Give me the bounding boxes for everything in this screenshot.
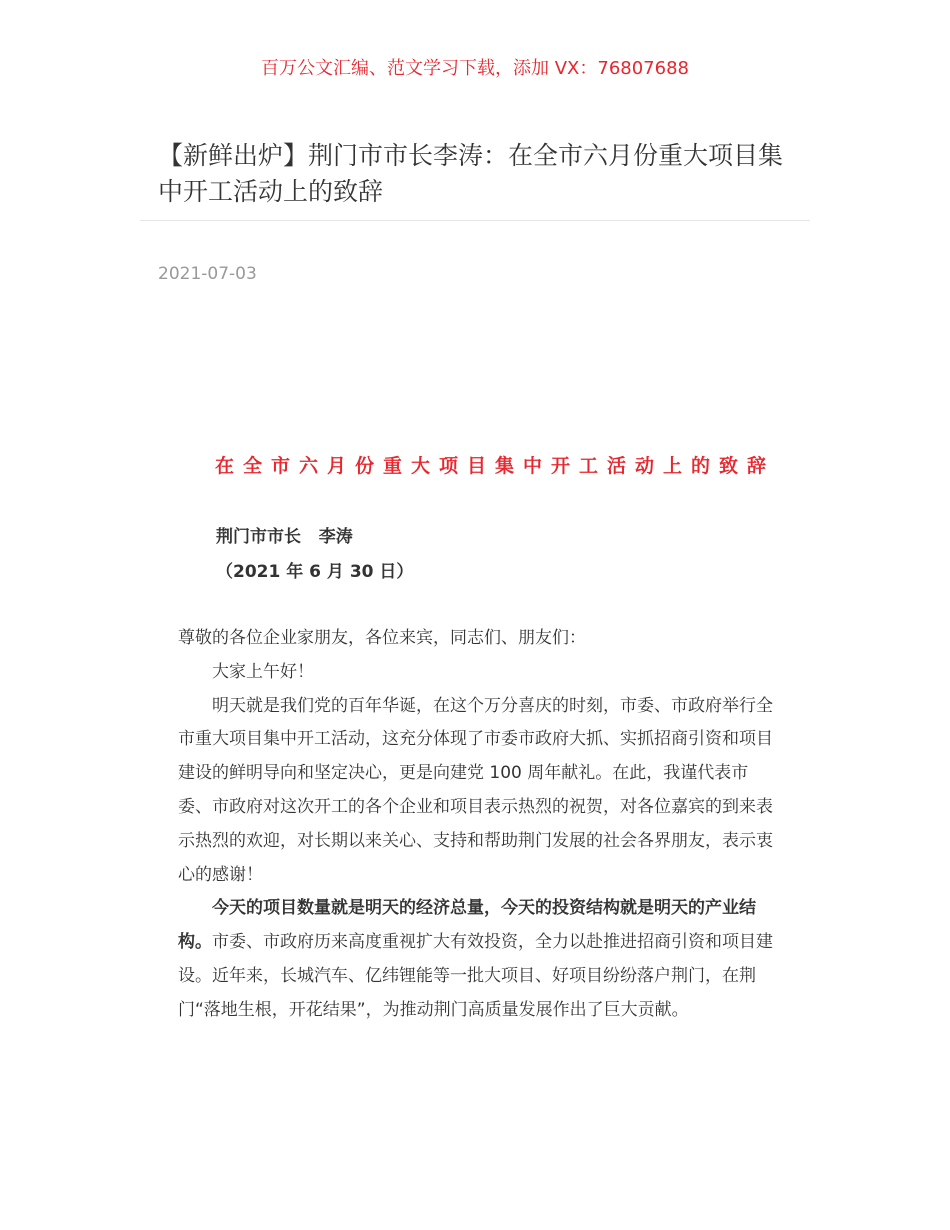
paragraph-2: [178, 892, 778, 1027]
salutation: 尊敬的各位企业家朋友，各位来宾，同志们、朋友们：: [178, 628, 586, 648]
title-divider: [140, 220, 810, 221]
paragraph-2-lead: 今天的项目数量就是明天的经济总量，今天的投资结构就是明天的产业结构。: [178, 898, 756, 953]
paragraph-1: 明天就是我们党的百年华诞，在这个万分喜庆的时刻，市委、市政府举行全市重大项目集中开工活动，这充分体现了市委市政府大抓、实抓招商引资和项目建设的鲜明导向和坚定决心，更是向建党 100 周年献礼。在此，我谨代表市委、市政府对这次开工的各个企业和项目表示热烈的祝贺，对各位嘉宾的到来表示热烈的欢迎，对长期以来关心、支持和帮助荆门发展的社会各界朋友，表示衷心的感谢！: [178, 695, 773, 885]
speaker-line: 荆门市市长 李涛: [216, 527, 353, 547]
greeting: 大家上午好！: [212, 661, 314, 682]
speech-body: [178, 622, 778, 1028]
publish-date: 2021-07-03: [158, 264, 257, 284]
speech-date: （2021 年 6 月 30 日）: [216, 562, 414, 582]
paragraph-2-text: 市委、市政府历来高度重视扩大有效投资，全力以赴推进招商引资和项目建设。近年来，长城汽车、亿纬锂能等一批大项目、好项目纷纷落户荆门，在荆门“落地生根，开花结果”，为推动荆门高质量发展作出了巨大贡献。: [178, 932, 773, 1020]
speech-title: 在全市六月份重大项目集中开工活动上的致辞: [215, 455, 776, 477]
article-title: 【新鲜出炉】荆门市市长李涛：在全市六月份重大项目集中开工活动上的致辞: [158, 141, 784, 206]
promo-banner: 百万公文汇编、范文学习下载，添加 VX：76807688: [261, 58, 689, 79]
